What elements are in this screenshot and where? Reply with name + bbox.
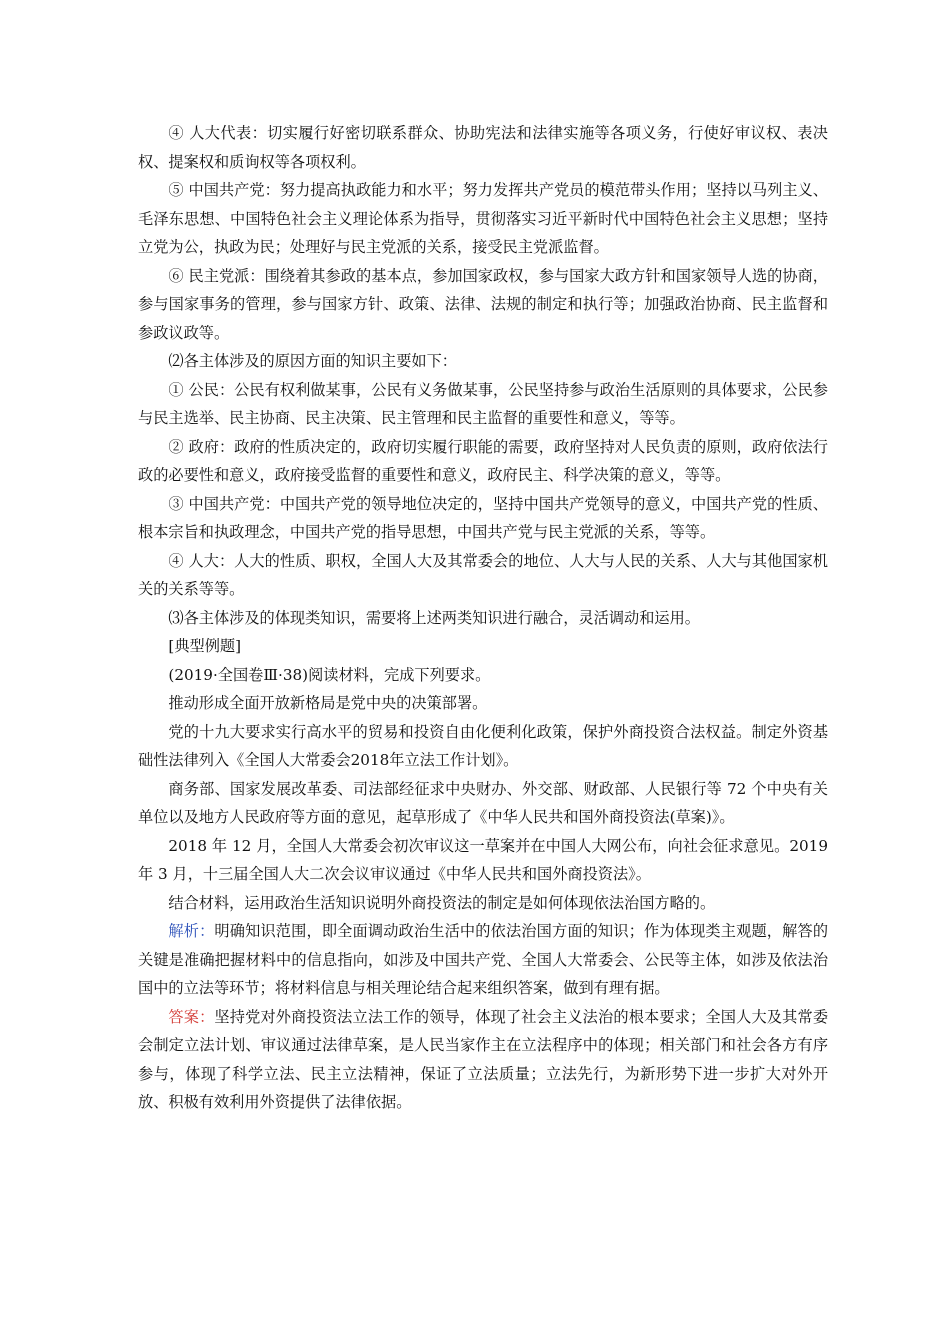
document-page: [138, 119, 828, 1117]
answer-paragraph: [138, 1003, 828, 1117]
question-prompt: 结合材料，运用政治生活知识说明外商投资法的制定是如何体现依法治国方略的。: [168, 893, 716, 912]
material-line-2: 党的十九大要求实行高水平的贸易和投资自由化便利化政策，保护外商投资合法权益。制定外资基础性法律列入《全国人大常委会2018年立法工作计划》。: [138, 722, 828, 769]
answer-label: 答案：: [168, 1007, 215, 1026]
analysis-label: 解析：: [168, 922, 215, 940]
paragraph-npc: ④ 人大：人大的性质、职权，全国人大及其常委会的地位、人大与人民的关系、人大与其他国家机关的关系等等。: [138, 551, 828, 598]
paragraph-citizens: ① 公民：公民有权利做某事，公民有义务做某事，公民坚持参与政治生活原则的具体要求，公民参与民主选举、民主协商、民主决策、民主管理和民主监督的重要性和意义，等等。: [138, 380, 828, 427]
paragraph-npc-deputies: ④ 人大代表：切实履行好密切联系群众、协助宪法和法律实施等各项义务，行使好审议权、表决权、提案权和质询权等各项权利。: [138, 124, 828, 171]
answer-text: 坚持党对外商投资法立法工作的领导，体现了社会主义法治的根本要求；全国人大及其常委会制定立法计划、审议通过法律草案，是人民当家作主在立法程序中的体现；相关部门和社会各方有序参与，体现了科学立法、民主立法精神，保证了立法质量；立法先行，为新形势下进一步扩大对外开放、积极有效利用外资提供了法律依据。: [138, 1007, 829, 1111]
paragraph-government: ② 政府：政府的性质决定的，政府切实履行职能的需要，政府坚持对人民负责的原则，政府依法行政的必要性和意义，政府接受监督的重要性和意义，政府民主、科学决策的意义，等等。: [138, 437, 828, 484]
analysis-text: 明确知识范围，即全面调动政治生活中的依法治国方面的知识；作为体现类主观题，解答的关键是准确把握材料中的信息指向，如涉及中国共产党、全国人大常委会、公民等主体，如涉及依法治国中的立法等环节；将材料信息与相关理论结合起来组织答案，做到有理有据。: [138, 922, 829, 997]
paragraph-embodiment: ⑶各主体涉及的体现类知识，需要将上述两类知识进行融合，灵活调动和运用。: [168, 608, 700, 627]
paragraph-cpc-duties: ⑤ 中国共产党：努力提高执政能力和水平；努力发挥共产党员的模范带头作用；坚持以马列主义、毛泽东思想、中国特色社会主义理论体系为指导，贯彻落实习近平新时代中国特色社会主义思想；坚持立党为公，执政为民；处理好与民主党派的关系，接受民主党派监督。: [138, 181, 828, 256]
paragraph-democratic-parties: ⑥ 民主党派：围绕着其参政的基本点，参加国家政权，参与国家大政方针和国家领导人选的协商，参与国家事务的管理，参与国家方针、政策、法律、法规的制定和执行等；加强政治协商、民主监督和参政议政等。: [138, 266, 828, 342]
question-source: (2019·全国卷Ⅲ·38)阅读材料，完成下列要求。: [168, 665, 491, 684]
analysis-paragraph: [138, 917, 828, 1003]
material-line-1: 推动形成全面开放新格局是党中央的决策部署。: [168, 694, 488, 712]
material-line-3: 商务部、国家发展改革委、司法部经征求中央财办、外交部、财政部、人民银行等 72 个中央有关单位以及地方人民政府等方面的意见，起草形成了《中华人民共和国外商投资法(草案)》。: [138, 779, 828, 826]
paragraph-cpc-reasons: ③ 中国共产党：中国共产党的领导地位决定的，坚持中国共产党领导的意义，中国共产党的性质、根本宗旨和执政理念，中国共产党的指导思想，中国共产党与民主党派的关系，等等。: [138, 494, 828, 541]
example-heading: [典型例题]: [168, 637, 241, 655]
material-line-4: 2018 年 12 月，全国人大常委会初次审议这一草案并在中国人大网公布，向社会征求意见。2019 年 3 月，十三届全国人大二次会议审议通过《中华人民共和国外商投资法》。: [138, 836, 828, 883]
paragraph-reasons-heading: ⑵各主体涉及的原因方面的知识主要如下：: [168, 352, 457, 370]
